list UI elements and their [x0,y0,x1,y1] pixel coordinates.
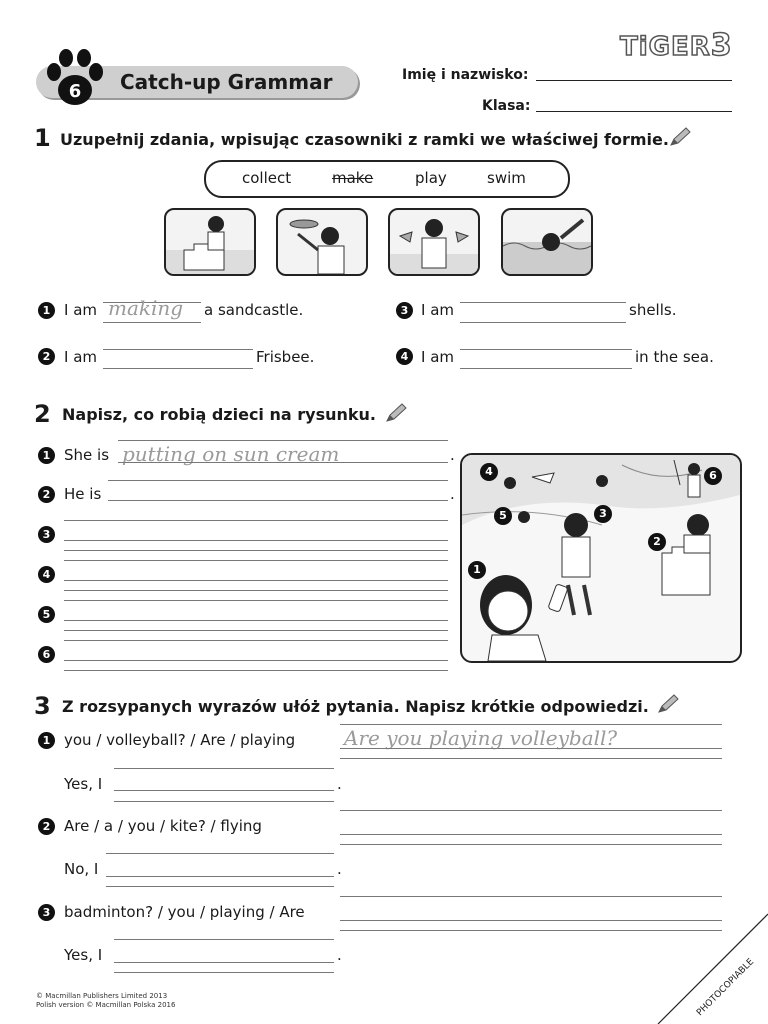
answer-line[interactable] [64,580,448,581]
item-number: 6 [38,646,55,663]
scene-label: 5 [494,507,512,525]
pencil-icon [384,402,408,424]
answer-guide-line [64,630,448,631]
answer-guide-line [64,550,448,551]
unit-number: 6 [68,81,82,102]
answer-line[interactable] [106,876,334,877]
exercise-instruction: Uzupełnij zdania, wpisując czasowniki z ramki we właściwej formie. [60,130,669,149]
answer-line[interactable] [340,834,722,835]
answer-guide-line [106,886,334,887]
class-label: Klasa: [482,98,531,114]
exercise-instruction: Z rozsypanych wyrazów ułóż pytania. Napisz krótkie odpowiedzi. [62,697,649,716]
item-text: I am [421,348,454,366]
answer-line[interactable] [118,462,448,463]
answer-line[interactable] [103,368,253,369]
exercise-instruction: Napisz, co robią dzieci na rysunku. [62,405,376,424]
copyright-line: Polish version © Macmillan Polska 2016 [36,1001,176,1009]
answer-line[interactable] [114,962,334,963]
example-answer: putting on sun cream [122,442,340,466]
short-answer-start: Yes, I [64,946,103,964]
answer-line[interactable] [460,322,626,323]
scrambled-words: you / volleyball? / Are / playing [64,731,296,749]
answer-guide-line [64,670,448,671]
example-answer: making [108,296,184,320]
logo-number: 3 [710,28,733,63]
item-number: 3 [38,904,55,921]
picture-swimming [501,208,593,276]
answer-line[interactable] [108,500,448,501]
item-text: shells. [629,301,677,319]
paw-icon [44,48,106,106]
item-text: in the sea. [635,348,714,366]
scrambled-words: Are / a / you / kite? / flying [64,817,262,835]
answer-line[interactable] [64,620,448,621]
answer-guide-line [103,349,253,350]
word-swim: swim [487,169,526,187]
exercise-number: 3 [34,692,51,720]
picture-shells [388,208,480,276]
item-number: 1 [38,732,55,749]
item-end: . [337,775,342,793]
answer-guide-line [340,810,722,811]
item-number: 4 [38,566,55,583]
answer-guide-line [114,768,334,769]
answer-guide-line [340,724,722,725]
item-text: I am [421,301,454,319]
item-text: I am [64,301,97,319]
photocopiable-corner [648,904,768,1024]
answer-guide-line [118,440,448,441]
answer-guide-line [64,560,448,561]
class-field[interactable] [536,111,732,112]
item-end: . [337,946,342,964]
scene-label: 2 [648,533,666,551]
answer-guide-line [108,480,448,481]
item-end: . [450,446,455,464]
picture-sandcastle [164,208,256,276]
word-make-crossed: make [332,169,374,187]
answer-guide-line [114,939,334,940]
item-number: 3 [396,302,413,319]
item-number: 3 [38,526,55,543]
exercise-number: 1 [34,124,51,152]
answer-line[interactable] [103,322,201,323]
word-collect: collect [242,169,292,187]
item-end: . [450,485,455,503]
item-text: Frisbee. [256,348,315,366]
copyright [36,992,175,1010]
name-label: Imię i nazwisko: [402,67,529,83]
item-text: She is [64,446,110,464]
photocopiable-label: PHOTOCOPIABLE [695,957,757,1019]
answer-guide-line [460,302,626,303]
exercise-number: 2 [34,400,51,428]
scene-label: 6 [704,467,722,485]
scene-label: 1 [468,561,486,579]
answer-line[interactable] [460,368,632,369]
picture-frisbee [276,208,368,276]
item-number: 2 [38,486,55,503]
answer-line[interactable] [64,660,448,661]
item-text: I am [64,348,97,366]
pencil-icon [656,693,680,715]
item-number: 1 [38,302,55,319]
item-number: 2 [38,348,55,365]
answer-guide-line [460,349,632,350]
name-field[interactable] [536,80,732,81]
item-text: a sandcastle. [204,301,304,319]
logo-text: TiGER [620,32,711,62]
answer-guide-line [64,600,448,601]
scene-label: 4 [480,463,498,481]
answer-guide-line [114,972,334,973]
tiger-logo [620,28,733,63]
item-number: 1 [38,447,55,464]
answer-guide-line [340,844,722,845]
short-answer-start: Yes, I [64,775,103,793]
item-text: He is [64,485,102,503]
example-answer: Are you playing volleyball? [344,726,618,750]
pencil-icon [668,126,692,148]
beach-scene-illustration [460,453,742,663]
scene-label: 3 [594,505,612,523]
answer-guide-line [64,590,448,591]
scrambled-words: badminton? / you / playing / Are [64,903,305,921]
word-play: play [415,169,447,187]
copyright-line: © Macmillan Publishers Limited 2013 [36,992,168,1000]
item-number: 2 [38,818,55,835]
item-number: 5 [38,606,55,623]
answer-line[interactable] [340,748,722,749]
answer-guide-line [114,801,334,802]
page-title: Catch-up Grammar [120,70,333,94]
answer-guide-line [340,758,722,759]
answer-guide-line [64,520,448,521]
short-answer-start: No, I [64,860,99,878]
answer-line[interactable] [114,790,334,791]
answer-guide-line [340,896,722,897]
answer-guide-line [106,853,334,854]
answer-guide-line [64,640,448,641]
item-end: . [337,860,342,878]
answer-line[interactable] [64,540,448,541]
item-number: 4 [396,348,413,365]
